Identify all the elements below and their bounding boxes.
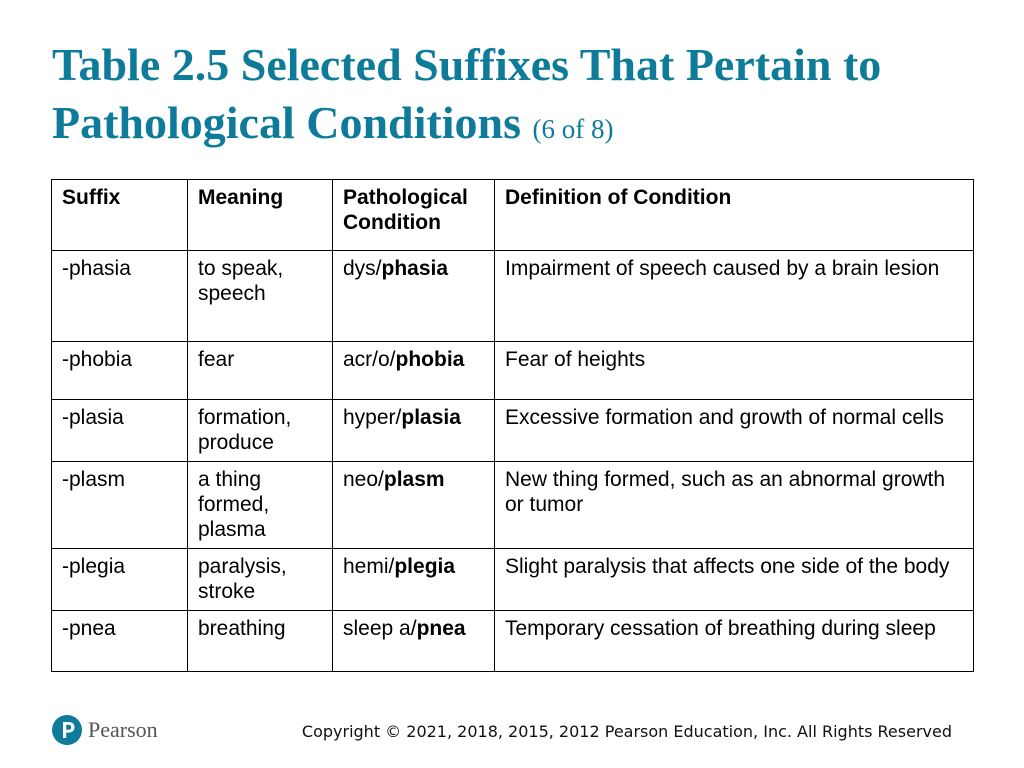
header-condition: Pathological Condition bbox=[333, 180, 495, 251]
condition-suffix: plegia bbox=[394, 555, 456, 578]
cell-meaning: breathing bbox=[188, 611, 333, 672]
condition-prefix: neo/ bbox=[343, 468, 384, 491]
cell-definition: New thing formed, such as an abnormal growth or tumor bbox=[495, 462, 974, 549]
condition-prefix: hemi/ bbox=[343, 555, 395, 578]
table-row bbox=[52, 251, 974, 342]
cell-suffix: -plegia bbox=[52, 549, 188, 611]
cell-condition bbox=[333, 251, 495, 342]
cell-suffix: -plasia bbox=[52, 400, 188, 462]
pearson-logo bbox=[52, 714, 158, 746]
cell-meaning: to speak, speech bbox=[188, 251, 333, 342]
pearson-logo-text: Pearson bbox=[88, 717, 158, 742]
header-meaning: Meaning bbox=[188, 180, 333, 251]
title-part: (6 of 8) bbox=[532, 114, 614, 144]
cell-meaning: fear bbox=[188, 342, 333, 400]
table-row bbox=[52, 549, 974, 611]
condition-suffix: plasia bbox=[401, 406, 461, 429]
condition-prefix: acr/o/ bbox=[343, 348, 396, 371]
table-row bbox=[52, 400, 974, 462]
condition-suffix: pnea bbox=[416, 617, 466, 640]
copyright-notice: Copyright © 2021, 2018, 2015, 2012 Pearson Education, Inc. All Rights Reserved bbox=[301, 722, 952, 741]
cell-suffix: -plasm bbox=[52, 462, 188, 549]
table-row bbox=[52, 462, 974, 549]
condition-suffix: phasia bbox=[381, 257, 449, 280]
cell-definition: Excessive formation and growth of normal cells bbox=[495, 400, 974, 462]
cell-condition bbox=[333, 462, 495, 549]
table-row bbox=[52, 342, 974, 400]
cell-meaning: formation, produce bbox=[188, 400, 333, 462]
condition-suffix: phobia bbox=[395, 348, 465, 371]
table-header-row bbox=[52, 180, 974, 251]
cell-suffix: -phasia bbox=[52, 251, 188, 342]
cell-suffix: -pnea bbox=[52, 611, 188, 672]
page-title bbox=[52, 36, 992, 158]
cell-definition: Impairment of speech caused by a brain lesion bbox=[495, 251, 974, 342]
condition-prefix: sleep a/ bbox=[343, 617, 417, 640]
header-definition: Definition of Condition bbox=[495, 180, 974, 251]
cell-condition bbox=[333, 611, 495, 672]
condition-prefix: dys/ bbox=[343, 257, 382, 280]
cell-meaning: paralysis, stroke bbox=[188, 549, 333, 611]
cell-condition bbox=[333, 549, 495, 611]
cell-meaning: a thing formed, plasma bbox=[188, 462, 333, 549]
table-row bbox=[52, 611, 974, 672]
cell-definition: Slight paralysis that affects one side of the body bbox=[495, 549, 974, 611]
condition-prefix: hyper/ bbox=[343, 406, 402, 429]
pearson-p-icon bbox=[52, 715, 82, 745]
cell-definition: Fear of heights bbox=[495, 342, 974, 400]
cell-definition: Temporary cessation of breathing during sleep bbox=[495, 611, 974, 672]
cell-condition bbox=[333, 342, 495, 400]
header-suffix: Suffix bbox=[52, 180, 188, 251]
suffix-table bbox=[51, 179, 974, 672]
title-main: Table 2.5 Selected Suffixes That Pertain to Pathological Conditions bbox=[52, 39, 882, 148]
cell-condition bbox=[333, 400, 495, 462]
cell-suffix: -phobia bbox=[52, 342, 188, 400]
condition-suffix: plasm bbox=[383, 468, 445, 491]
